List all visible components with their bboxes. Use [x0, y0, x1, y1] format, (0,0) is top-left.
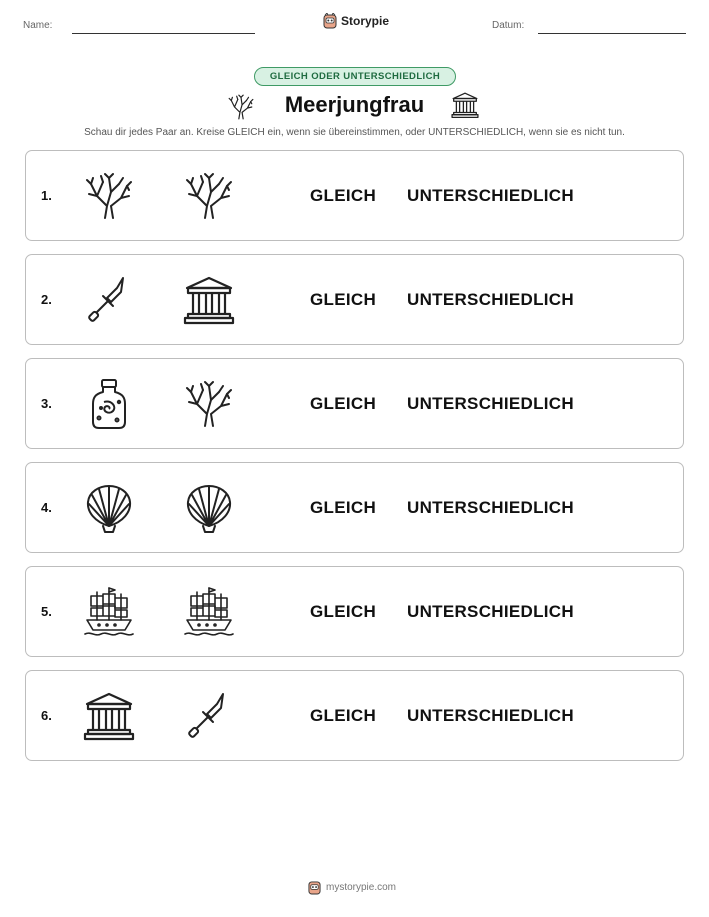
seashell-icon: [83, 482, 135, 534]
instructions: Schau dir jedes Paar an. Kreise GLEICH ein, wenn sie übereinstimmen, oder UNTERSCHIEDLICH, wenn sie es nicht tun.: [84, 127, 625, 138]
option-different[interactable]: UNTERSCHIEDLICH: [407, 706, 574, 725]
question-card: [25, 670, 684, 761]
footer-url[interactable]: mystorypie.com: [326, 882, 397, 893]
storypie-mascot-icon: [323, 13, 337, 29]
question-number: 5.: [41, 604, 52, 619]
option-same[interactable]: GLEICH: [310, 498, 377, 517]
question-number: 3.: [41, 396, 52, 411]
option-different[interactable]: UNTERSCHIEDLICH: [407, 186, 574, 205]
name-label: Name:: [23, 20, 53, 31]
option-same[interactable]: GLEICH: [310, 290, 377, 309]
potion-bottle-icon: [83, 378, 135, 430]
question-card: [25, 358, 684, 449]
question-number: 6.: [41, 708, 52, 723]
page-title: Meerjungfrau: [284, 92, 425, 117]
footer: [308, 880, 396, 895]
question-number: 2.: [41, 292, 52, 307]
option-different[interactable]: UNTERSCHIEDLICH: [407, 394, 574, 413]
temple-icon: [451, 91, 479, 119]
name-line[interactable]: [72, 33, 255, 34]
question-card: [25, 462, 684, 553]
question-card: [25, 254, 684, 345]
coral-icon: [183, 170, 235, 222]
date-line[interactable]: [538, 33, 686, 34]
coral-icon: [83, 170, 135, 222]
question-card: [25, 150, 684, 241]
option-same[interactable]: GLEICH: [310, 602, 377, 621]
ship-icon: [183, 586, 235, 638]
option-same[interactable]: GLEICH: [310, 186, 377, 205]
brand-name: Storypie: [341, 14, 390, 28]
coral-icon: [183, 378, 235, 430]
option-different[interactable]: UNTERSCHIEDLICH: [407, 602, 574, 621]
brand-logo: [323, 13, 389, 29]
date-label: Datum:: [492, 20, 525, 31]
ship-icon: [83, 586, 135, 638]
temple-icon: [183, 274, 235, 326]
question-number: 1.: [41, 188, 52, 203]
dagger-icon: [83, 274, 135, 326]
seashell-icon: [183, 482, 235, 534]
option-different[interactable]: UNTERSCHIEDLICH: [407, 290, 574, 309]
temple-icon: [83, 690, 135, 742]
question-number: 4.: [41, 500, 52, 515]
option-same[interactable]: GLEICH: [310, 394, 377, 413]
question-card: [25, 566, 684, 657]
storypie-mascot-icon: [308, 880, 321, 895]
option-different[interactable]: UNTERSCHIEDLICH: [407, 498, 574, 517]
option-same[interactable]: GLEICH: [310, 706, 377, 725]
worksheet-type-badge: GLEICH ODER UNTERSCHIEDLICH: [254, 67, 456, 86]
dagger-icon: [183, 690, 235, 742]
